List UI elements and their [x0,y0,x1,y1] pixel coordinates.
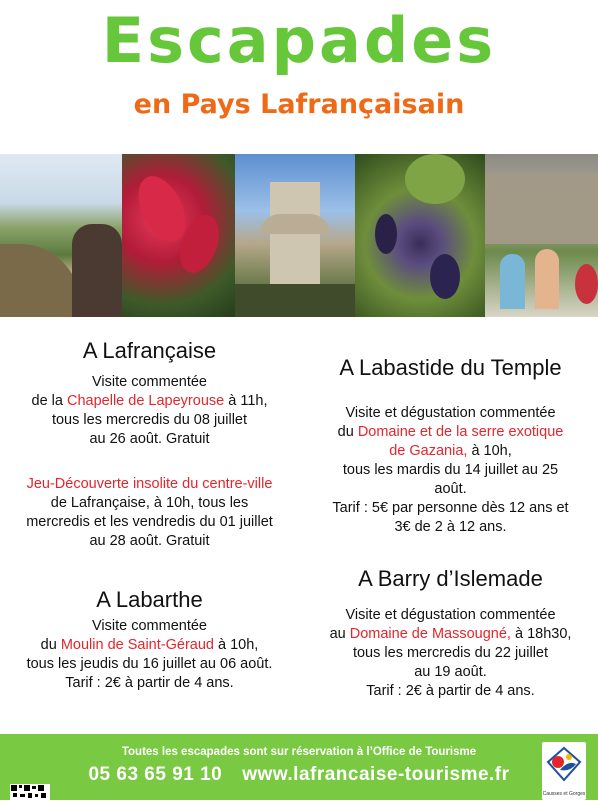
tourism-logo-icon [542,742,586,786]
visit-line: du Moulin de Saint-Géraud à 10h, [40,637,259,653]
heading-lafrancaise: A Lafrançaise [82,338,217,363]
logo-caption: Causses et Gorges [542,791,586,797]
visit-line: tous les mercredis du 22 juillet [352,645,549,661]
visit-line: du Domaine et de la serre exotique [337,424,564,440]
visit-line: Visite et dégustation commentée [345,607,556,623]
visit-line: au Domaine de Massougné, à 18h30, [329,626,572,642]
place-name-moulin: Moulin de Saint-Géraud [60,637,214,653]
place-name-massougne: Domaine de Massougné, [349,626,511,642]
website-link[interactable]: www.lafrancaise-tourisme.fr [242,764,510,785]
visit-line: au 28 août. Gratuit [89,533,210,549]
visit-line: tous les mardis du 14 juillet au 25 [342,462,559,478]
heading-labastide: A Labastide du Temple [339,355,562,380]
place-name-gazania: de Gazania, [389,443,468,459]
visit-massougne [303,606,598,701]
visit-chapelle [0,373,299,449]
visit-line: Tarif : 2€ à partir de 4 ans. [366,683,535,699]
phone-number[interactable]: 05 63 65 91 10 [88,764,223,785]
photo-panorama-viewpoint [0,154,122,317]
reservation-note: Toutes les escapades sont sur réservation à l’Office de Tourisme [121,746,477,758]
photo-grapes [355,154,485,317]
visit-line: de Gazania, à 10h, [389,443,512,459]
visit-line: août. [434,481,467,497]
photo-mill [485,154,598,317]
visit-line: tous les mercredis du 08 juillet [51,412,248,428]
photo-red-flowers [122,154,235,317]
visit-line: Visite commentée [92,618,207,634]
poster-title: Escapades [101,4,497,77]
contact-line [0,764,598,786]
visit-gazania [303,404,598,537]
visit-line: mercredis et les vendredis du 01 juillet [26,514,273,530]
visit-moulin [0,617,299,693]
qr-code-icon [10,784,50,800]
heading-labarthe: A Labarthe [96,587,203,612]
visit-line: Visite et dégustation commentée [345,405,556,421]
tourism-logo [542,742,586,800]
visit-line: tous les jeudis du 16 juillet au 06 août. [26,656,273,672]
photo-strip [0,154,598,317]
visit-line: Visite commentée [92,374,207,390]
visit-jeu-decouverte [0,475,299,551]
place-name-domaine-serre: Domaine et de la serre exotique [357,424,564,440]
visit-line: au 26 août. Gratuit [89,431,210,447]
visit-line: au 19 août. [414,664,487,680]
place-name-chapelle: Chapelle de Lapeyrouse [67,393,225,409]
visit-line: de Lafrançaise, à 10h, tous les [50,495,249,511]
visit-line: de la Chapelle de Lapeyrouse à 11h, [31,393,268,409]
poster-subtitle: en Pays Lafrançaisain [133,89,465,120]
visit-line: Tarif : 2€ à partir de 4 ans. [65,675,234,691]
visit-line: Tarif : 5€ par personne dès 12 ans et [332,500,569,516]
visit-line: 3€ de 2 à 12 ans. [394,519,507,535]
heading-barry: A Barry d’Islemade [358,566,543,591]
place-name-jeu: Jeu-Découverte insolite du centre-ville [26,476,273,492]
photo-chapel [235,154,355,317]
